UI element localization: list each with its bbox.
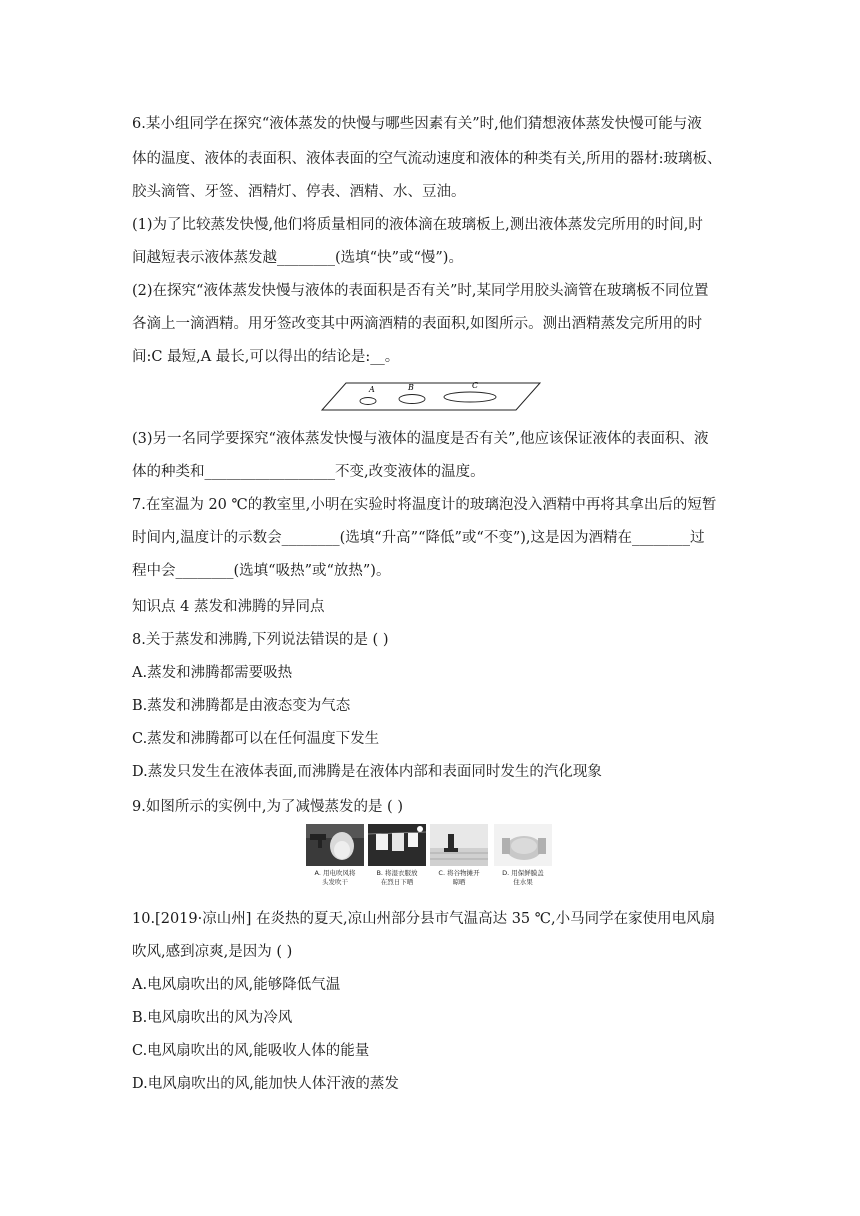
q8-option-a: A.蒸发和沸腾都需要吸热 <box>132 665 293 681</box>
q6-part3-line-2: 体的种类和__________________不变,改变液体的温度。 <box>132 464 485 480</box>
caption-b: B. 将湿衣服放 在烈日下晒 <box>376 869 418 886</box>
photo-clothes-sun <box>368 824 426 866</box>
photo-fruit-wrap <box>494 824 552 866</box>
q8-option-d: D.蒸发只发生在液体表面,而沸腾是在液体内部和表面同时发生的汽化现象 <box>132 764 602 780</box>
q10-option-c: C.电风扇吹出的风,能吸收人体的能量 <box>132 1043 370 1059</box>
q6-part2-line-1: (2)在探究“液体蒸发快慢与液体的表面积是否有关”时,某同学用胶头滴管在玻璃板不同位置 <box>132 283 709 299</box>
q6-stem-line-2: 体的温度、液体的表面积、液体表面的空气流动速度和液体的种类有关,所用的器材:玻璃板、 <box>132 151 722 167</box>
caption-d: D. 用保鲜膜盖 住水果 <box>502 869 544 886</box>
section-heading: 知识点 4 蒸发和沸腾的异同点 <box>132 599 325 615</box>
q6-stem-line-1: 6.某小组同学在探究“液体蒸发的快慢与哪些因素有关”时,他们猜想液体蒸发快慢可能与液 <box>132 116 702 132</box>
glass-plate-figure <box>320 379 542 413</box>
drop-label-a: A <box>369 385 375 394</box>
q10-option-d: D.电风扇吹出的风,能加快人体汗液的蒸发 <box>132 1076 399 1092</box>
q8-option-b: B.蒸发和沸腾都是由液态变为气态 <box>132 698 351 714</box>
caption-a: A. 用电吹风将 头发吹干 <box>314 869 356 886</box>
q10-option-b: B.电风扇吹出的风为冷风 <box>132 1010 293 1026</box>
q7-line-1: 7.在室温为 20 ℃的教室里,小明在实验时将温度计的玻璃泡没入酒精中再将其拿出后的短暂 <box>132 497 717 513</box>
drop-label-c: C <box>472 381 479 390</box>
q10-line-1: 10.[2019·凉山州] 在炎热的夏天,凉山州部分县市气温高达 35 ℃,小马同学在家使用电风扇 <box>132 911 716 927</box>
photo-hair-dryer <box>306 824 364 866</box>
photo-grain-spread <box>430 824 488 866</box>
q6-part1-line-2: 间越短表示液体蒸发越________(选填“快”或“慢”)。 <box>132 250 463 266</box>
q6-part1-line-1: (1)为了比较蒸发快慢,他们将质量相同的液体滴在玻璃板上,测出液体蒸发完所用的时间,时 <box>132 217 703 233</box>
q6-stem-line-3: 胶头滴管、牙签、酒精灯、停表、酒精、水、豆油。 <box>132 184 466 200</box>
drop-label-b: B <box>408 383 414 392</box>
q7-line-3: 程中会________(选填“吸热”或“放热”)。 <box>132 563 391 579</box>
q8-stem: 8.关于蒸发和沸腾,下列说法错误的是 ( ) <box>132 632 389 648</box>
q9-photo-strip <box>306 824 556 892</box>
q6-part2-line-3: 间:C 最短,A 最长,可以得出的结论是:__。 <box>132 349 400 365</box>
caption-c: C. 将谷物摊开 晾晒 <box>438 869 480 886</box>
q6-part2-line-2: 各滴上一滴酒精。用牙签改变其中两滴酒精的表面积,如图所示。测出酒精蒸发完所用的时 <box>132 316 703 332</box>
q9-stem: 9.如图所示的实例中,为了减慢蒸发的是 ( ) <box>132 799 403 815</box>
q8-option-c: C.蒸发和沸腾都可以在任何温度下发生 <box>132 731 380 747</box>
q10-line-2: 吹风,感到凉爽,是因为 ( ) <box>132 944 293 960</box>
q10-option-a: A.电风扇吹出的风,能够降低气温 <box>132 977 341 993</box>
q6-part3-line-1: (3)另一名同学要探究“液体蒸发快慢与液体的温度是否有关”,他应该保证液体的表面积、液 <box>132 431 709 447</box>
q7-line-2: 时间内,温度计的示数会________(选填“升高”“降低”或“不变”),这是因为酒精在________过 <box>132 530 705 546</box>
